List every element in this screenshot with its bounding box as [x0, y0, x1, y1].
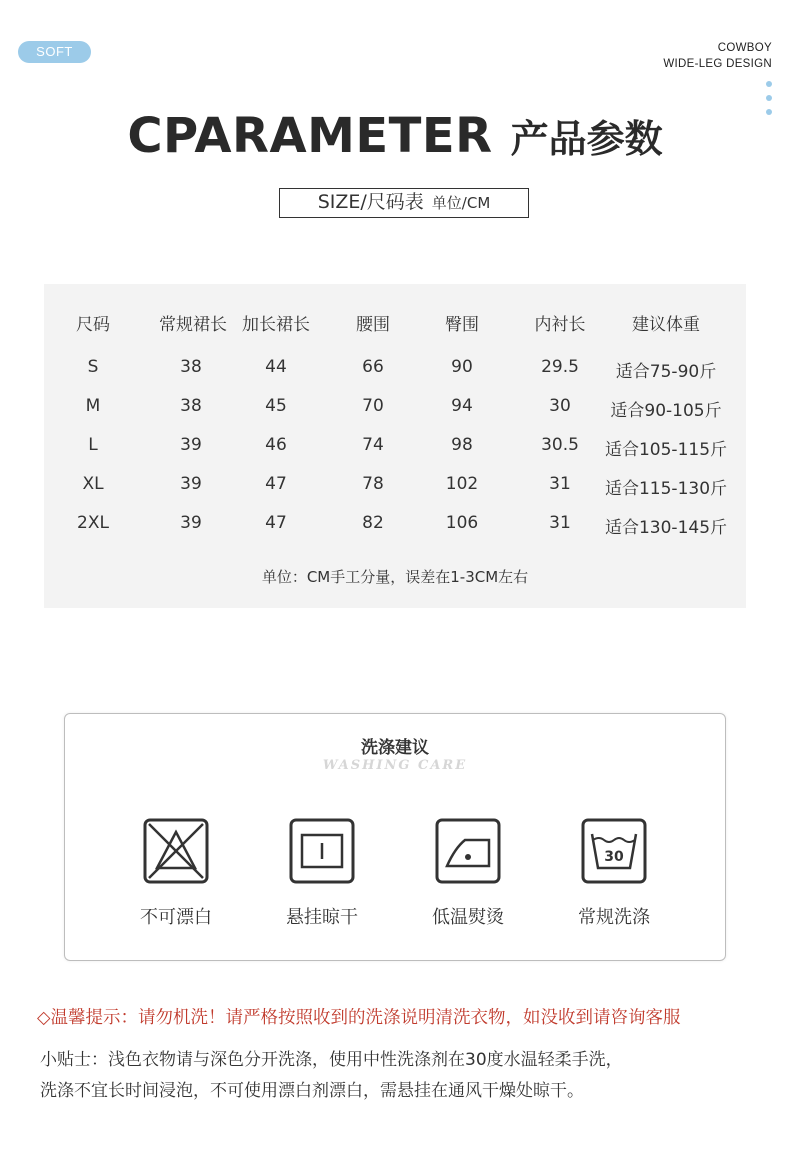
- wash-label: 不可漂白: [140, 907, 212, 928]
- size-chart-main: SIZE/尺码表: [317, 191, 424, 213]
- table-cell: 30: [549, 396, 571, 416]
- warning-notice: [37, 1004, 680, 1029]
- warning-text: 温馨提示：请勿机洗！请严格按照收到的洗涤说明清洗衣物，如没收到请咨询客服: [50, 1008, 681, 1028]
- hang-dry-icon: [289, 818, 355, 884]
- size-chart-label: [279, 188, 529, 218]
- table-cell: 39: [180, 513, 202, 533]
- brand-line1: COWBOY: [717, 42, 772, 54]
- table-cell: M: [85, 396, 101, 416]
- table-cell: 44: [265, 357, 287, 377]
- table-cell: 30.5: [541, 435, 579, 455]
- table-cell: 适合105-115斤: [604, 440, 728, 460]
- wash-temp-label: 30: [604, 849, 624, 865]
- table-cell: 46: [265, 435, 287, 455]
- no-bleach-icon: [143, 818, 209, 884]
- table-header: 加长裙长: [242, 315, 310, 335]
- table-cell: 82: [362, 513, 384, 533]
- table-cell: 78: [362, 474, 384, 494]
- wash-label: 低温熨烫: [432, 907, 504, 928]
- table-cell: 29.5: [541, 357, 579, 377]
- table-header: 内衬长: [534, 315, 586, 335]
- table-cell: 47: [265, 474, 287, 494]
- diamond-icon: ◇: [37, 1008, 51, 1028]
- soft-badge: SOFT: [18, 41, 91, 63]
- tips-line1: 小贴士：浅色衣物请与深色分开洗涤，使用中性洗涤剂在30度水温轻柔手洗，: [40, 1050, 623, 1070]
- table-cell: 适合115-130斤: [604, 479, 728, 499]
- table-cell: 66: [362, 357, 384, 377]
- table-cell: XL: [82, 474, 104, 494]
- table-header: 常规裙长: [159, 315, 227, 335]
- low-iron-icon: [435, 818, 501, 884]
- table-cell: 94: [451, 396, 473, 416]
- table-cell: 38: [180, 396, 202, 416]
- table-cell: 31: [549, 513, 571, 533]
- measurement-note: 单位：CM手工分量，误差在1-3CM左右: [261, 568, 529, 586]
- title-en: CPARAMETER: [127, 108, 493, 164]
- table-cell: 适合75-90斤: [615, 362, 717, 382]
- table-cell: S: [87, 357, 99, 377]
- table-cell: 适合130-145斤: [604, 518, 728, 538]
- page-title: [0, 108, 790, 164]
- table-cell: 38: [180, 357, 202, 377]
- table-cell: 2XL: [77, 513, 109, 533]
- table-cell: 39: [180, 435, 202, 455]
- title-zh: 产品参数: [510, 117, 663, 161]
- care-tips: [40, 1045, 623, 1107]
- table-cell: L: [88, 435, 98, 455]
- table-header: 尺码: [76, 315, 110, 335]
- size-chart-unit: 单位/CM: [431, 194, 491, 212]
- table-cell: 102: [445, 474, 479, 494]
- table-header: 臀围: [445, 315, 479, 335]
- wash-label: 悬挂晾干: [286, 907, 358, 928]
- wash-label: 常规洗涤: [578, 907, 650, 928]
- table-cell: 31: [549, 474, 571, 494]
- table-cell: 39: [180, 474, 202, 494]
- brand-label: [663, 40, 772, 72]
- table-cell: 74: [362, 435, 384, 455]
- table-cell: 70: [362, 396, 384, 416]
- washing-title: 洗涤建议: [361, 738, 429, 758]
- table-header: 腰围: [356, 315, 390, 335]
- table-header: 建议体重: [632, 315, 700, 335]
- washing-subtitle: WASHING CARE: [322, 758, 468, 773]
- table-cell: 47: [265, 513, 287, 533]
- wash-30-icon: [581, 818, 647, 884]
- table-cell: 适合90-105斤: [610, 401, 722, 421]
- table-cell: 45: [265, 396, 287, 416]
- table-cell: 90: [451, 357, 473, 377]
- table-cell: 98: [451, 435, 473, 455]
- brand-line2: WIDE-LEG DESIGN: [663, 58, 772, 70]
- tips-line2: 洗涤不宜长时间浸泡，不可使用漂白剂漂白，需悬挂在通风干燥处晾干。: [40, 1081, 584, 1101]
- table-cell: 106: [445, 513, 479, 533]
